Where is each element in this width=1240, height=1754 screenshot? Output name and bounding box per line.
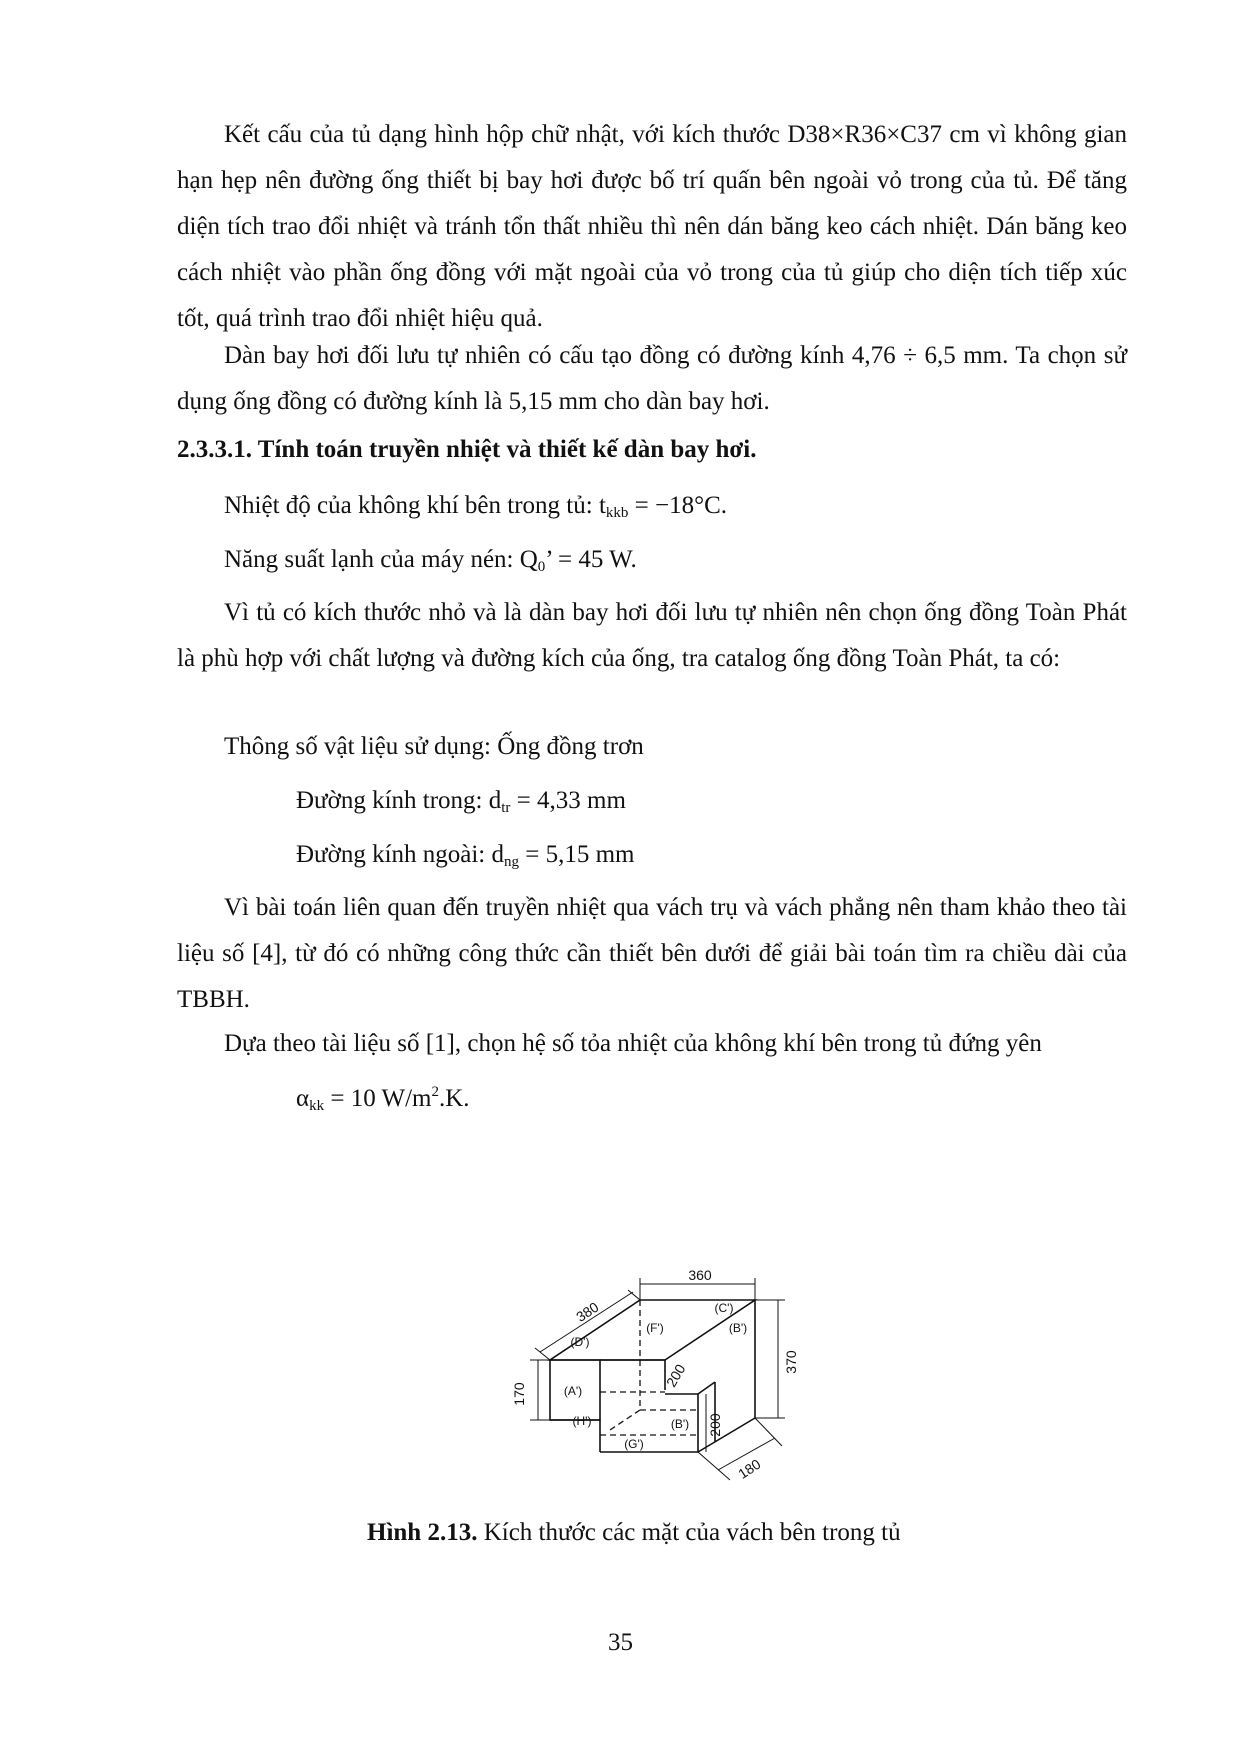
dim-left-height: 170 — [511, 1382, 527, 1406]
paragraph-evaporator: Dàn bay hơi đối lưu tự nhiên có cấu tạo đồng có đường kính 4,76 ÷ 6,5 mm. Ta chọn sử dụng ống đồng có đường kính là 5,15 mm cho dàn bay hơi. — [177, 342, 1127, 415]
figure-caption: Hình 2.13. Kích thước các mặt của vách bên trong tủ — [367, 1519, 901, 1546]
dim-step-depth: 200 — [662, 1361, 689, 1390]
dim-depth: 380 — [573, 1298, 602, 1325]
face-label-c: (C') — [714, 1301, 734, 1315]
dim-step-height: 200 — [707, 1413, 723, 1437]
paragraph-structure: Kết cấu của tủ dạng hình hộp chữ nhật, với kích thước D38×R36×C37 cm vì không gian hạn hẹp nên đường ống thiết bị bay hơi được bố trí quấn bên ngoài vỏ trong của tủ. Để tăng diện tích trao đổi nhiệt và tránh tổn thất nhiều thì nên dán băng keo cách nhiệt. Dán băng keo cách nhiệt vào phần ống đồng với mặt ngoài của vỏ trong của tủ giúp cho diện tích tiếp xúc tốt, quá trình trao đổi nhiệt hiệu quả. — [177, 121, 1127, 332]
cabinet-dimension-figure — [490, 1267, 820, 1500]
line-material: Thông số vật liệu sử dụng: Ống đồng trơn — [224, 733, 644, 760]
dim-bottom-depth: 180 — [735, 1455, 764, 1482]
section-heading: 2.3.3.1. Tính toán truyền nhiệt và thiết kế dàn bay hơi. — [177, 436, 757, 463]
face-label-f: (F') — [646, 1321, 664, 1335]
dim-height: 370 — [783, 1350, 799, 1374]
line-reference: Dựa theo tài liệu số [1], chọn hệ số tỏa nhiệt của không khí bên trong tủ đứng yên — [224, 1030, 1042, 1057]
line-outer-diameter: Đường kính ngoài: $d_{ng} = 5,15$ mm — [296, 841, 635, 870]
face-label-b-low: (B') — [670, 1417, 690, 1431]
line-inner-diameter: Đường kính trong: $d_{tr} = 4,33$ mm — [296, 787, 626, 816]
paragraph-pipe-selection: Vì tủ có kích thước nhỏ và là dàn bay hơi đối lưu tự nhiên nên chọn ống đồng Toàn Phát là phù hợp với chất lượng và đường kích của ống, tra catalog ống đồng Toàn Phát, ta có: — [177, 599, 1127, 672]
line-compressor-capacity: Năng suất lạnh của máy nén: $Q_0$’ = 45 W. — [224, 546, 637, 575]
line-alpha: $\alpha_{kk} = 10$ $W/m^2.K$. — [296, 1084, 470, 1114]
face-label-h: (H') — [572, 1414, 592, 1428]
face-label-d: (D') — [570, 1335, 590, 1349]
cabinet-drawing — [490, 1267, 820, 1500]
page-number: 35 — [608, 1629, 633, 1656]
line-air-temperature: Nhiệt độ của không khí bên trong tủ: $t_{kkb} = -18^\circ C$. — [224, 492, 728, 521]
face-label-b-top: (B') — [728, 1321, 748, 1335]
face-label-g: (G') — [624, 1437, 644, 1451]
face-label-a: (A') — [563, 1384, 583, 1398]
dim-top-width: 360 — [688, 1267, 712, 1283]
paragraph-heat-transfer: Vì bài toán liên quan đến truyền nhiệt qua vách trụ và vách phẳng nên tham khảo theo tài liệu số [4], từ đó có những công thức cần thiết bên dưới để giải bài toán tìm ra chiều dài của TBBH. — [177, 894, 1127, 1013]
